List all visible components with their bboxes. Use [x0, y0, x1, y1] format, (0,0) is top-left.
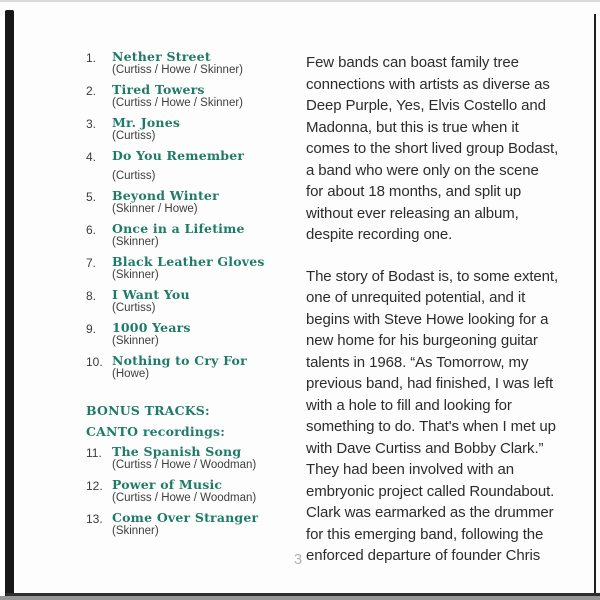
track-credit: (Curtiss / Howe / Woodman)	[112, 459, 257, 471]
text-line: one of unrequited potential, and it	[306, 289, 526, 306]
track-info	[112, 445, 256, 472]
track-row	[86, 189, 296, 216]
track-row	[86, 354, 296, 381]
track-number: 11.	[86, 446, 102, 460]
track-title: Mr. Jones	[112, 115, 181, 130]
track-credit: (Curtiss)	[112, 130, 156, 142]
track-credit: (Curtiss / Howe / Woodman)	[112, 492, 257, 504]
track-number: 8.	[86, 289, 97, 303]
track-number: 13.	[86, 512, 103, 526]
track-number: 9.	[86, 322, 97, 336]
scan-edge-right	[594, 14, 596, 594]
track-row	[86, 478, 296, 505]
track-row	[86, 321, 296, 348]
canto-recordings-heading: CANTO recordings:	[86, 424, 226, 439]
track-credit: (Skinner)	[112, 236, 159, 248]
track-credit: (Skinner)	[112, 335, 159, 347]
track-credit: (Skinner)	[112, 525, 159, 537]
scan-edge-top	[0, 0, 600, 2]
text-line: for this emerging band, following the	[306, 525, 544, 543]
text-line: without ever releasing an album,	[306, 204, 519, 222]
text-line: Clark was earmarked as the drummer	[306, 504, 554, 521]
track-row	[86, 445, 296, 472]
track-credit: (Curtiss / Howe / Skinner)	[112, 97, 244, 109]
text-line: previous band, had finished, I was left	[306, 375, 554, 392]
text-line: Deep Purple, Yes, Elvis Costello and	[306, 97, 546, 114]
track-info	[112, 222, 245, 249]
bonus-tracks-heading: BONUS TRACKS:	[86, 403, 210, 418]
scan-edge-left	[5, 10, 14, 600]
track-list-main	[86, 50, 296, 381]
track-title: The Spanish Song	[112, 444, 242, 459]
track-info	[112, 255, 265, 282]
track-number: 12.	[86, 479, 103, 493]
track-title: Nothing to Cry For	[112, 353, 247, 368]
track-info	[112, 116, 180, 143]
track-number: 4.	[86, 150, 97, 164]
track-title: Beyond Winter	[112, 188, 219, 203]
track-info	[112, 83, 243, 110]
track-title: Black Leather Gloves	[112, 254, 265, 269]
text-line: They had been involved with an	[306, 461, 514, 478]
text-line: for about 18 months, and split up	[306, 183, 522, 200]
track-row	[86, 255, 296, 282]
track-info	[112, 321, 191, 348]
track-title: Nether Street	[112, 49, 211, 64]
track-number: 3.	[86, 117, 97, 131]
track-row	[86, 116, 296, 143]
track-number: 1.	[86, 51, 97, 65]
scan-edge-bottom-shadow	[0, 596, 600, 600]
track-list	[86, 50, 296, 544]
track-row	[86, 50, 296, 77]
track-info	[112, 189, 219, 216]
text-line: something to do. That's when I met up	[306, 418, 556, 435]
text-line: embryonic project called Roundabout.	[306, 482, 555, 500]
track-number: 7.	[86, 256, 97, 270]
track-row	[86, 149, 296, 183]
text-line: Few bands can boast family tree	[306, 54, 519, 71]
text-line: with Dave Curtiss and Bobby Clark.”	[306, 439, 544, 457]
track-info	[112, 511, 258, 538]
track-title: Tired Towers	[112, 82, 205, 97]
text-line: connections with artists as diverse as	[306, 75, 550, 93]
track-number: 6.	[86, 223, 97, 237]
text-line: with a hole to fill and looking for	[306, 396, 512, 414]
track-info	[112, 149, 244, 183]
track-credit: (Curtiss / Howe / Skinner)	[112, 64, 244, 76]
track-title: Power of Music	[112, 477, 223, 492]
track-title: I Want You	[112, 287, 190, 302]
track-title: Once in a Lifetime	[112, 221, 245, 236]
track-credit: (Curtiss)	[112, 170, 156, 182]
track-title: 1000 Years	[112, 320, 191, 335]
track-info	[112, 50, 243, 77]
track-number: 2.	[86, 84, 97, 98]
track-info	[112, 354, 247, 381]
text-line: enforced departure of founder Chris	[306, 547, 541, 564]
text-line: despite recording one.	[306, 226, 453, 243]
track-title: Do You Remember	[112, 148, 245, 163]
text-line: The story of Bodast is, to some extent,	[306, 267, 559, 285]
track-number: 5.	[86, 190, 97, 204]
text-line: new home for his burgeoning guitar	[306, 332, 538, 349]
liner-notes-paragraph	[306, 266, 588, 567]
track-info	[112, 288, 190, 315]
page-number: 3	[293, 551, 303, 568]
text-line: Madonna, but this is true when it	[306, 118, 519, 136]
track-row	[86, 222, 296, 249]
liner-notes	[306, 52, 588, 567]
text-line: a band who were only on the scene	[306, 161, 539, 179]
track-title: Come Over Stranger	[112, 510, 259, 525]
track-info	[112, 478, 256, 505]
track-row	[86, 83, 296, 110]
track-credit: (Howe)	[112, 368, 150, 380]
text-line: begins with Steve Howe looking for a	[306, 310, 549, 328]
track-credit: (Skinner)	[112, 269, 159, 281]
text-line: talents in 1968. “As Tomorrow, my	[306, 353, 529, 371]
track-list-bonus	[86, 445, 296, 538]
track-credit: (Skinner / Howe)	[112, 203, 198, 215]
track-row	[86, 511, 296, 538]
track-credit: (Curtiss)	[112, 302, 156, 314]
liner-notes-paragraph	[306, 52, 588, 246]
track-number: 10.	[86, 355, 103, 369]
text-line: comes to the short lived group Bodast,	[306, 140, 559, 157]
track-row	[86, 288, 296, 315]
